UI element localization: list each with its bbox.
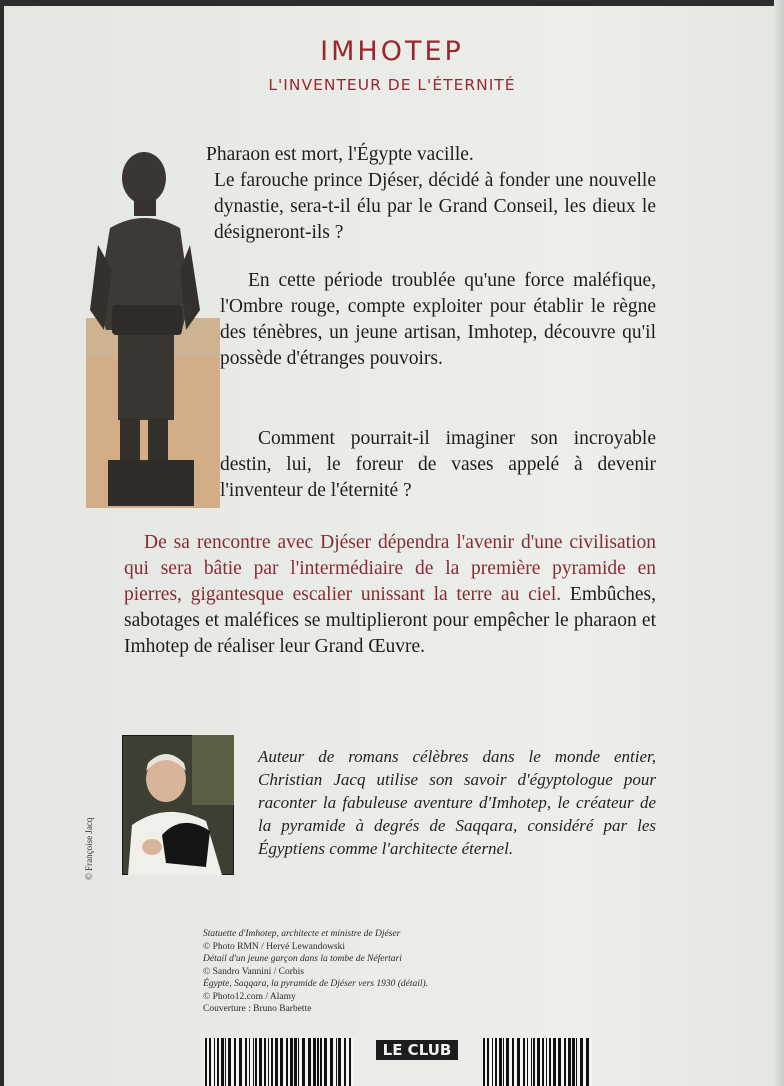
image-credits [203,928,603,1016]
book-subtitle: L'INVENTEUR DE L'ÉTERNITÉ [268,76,516,94]
credit-line: Détail d'un jeune garçon dans la tombe de Néfertari [203,954,402,964]
credit-line: Couverture : Bruno Barbette [203,1004,312,1014]
blurb-paragraph-4 [124,530,656,660]
blurb-paragraph-4-continuation: Embûches, sabotages et maléfices se multiplieront pour empêcher le pharaon et Imhotep de réaliser leur Grand Œuvre. [124,584,657,657]
blurb-paragraph-2: En cette période troublée qu'une force maléfique, l'Ombre rouge, compte exploiter pour établir le règne des ténèbres, un jeune artisan, Imhotep, découvre qu'il possède d'étranges pouvoirs. [220,270,656,369]
photo-credit: © Françoise Jacq [84,817,94,880]
credit-line: © Sandro Vannini / Corbis [203,966,304,977]
barcode-right [482,1038,592,1086]
blurb-paragraph-3: Comment pourrait-il imaginer son incroyable destin, lui, le foreur de vases appelé à devenir l'inventeur de l'éternité ? [220,428,656,501]
blurb-paragraph-1-line-1: Pharaon est mort, l'Égypte vacille. [206,144,474,165]
author-bio: Auteur de romans célèbres dans le monde entier, Christian Jacq utilise son savoir d'égyptologue pour raconter la fabuleuse aventure d'Imhotep, le créateur de la pyramide à degrés de Saqqara, considéré par les Égyptiens comme l'architecte éternel. [258,747,656,858]
imhotep-statue-image [86,150,220,510]
author-photo [122,735,234,875]
blurb-paragraph-1-rest: Le farouche prince Djéser, décidé à fonder une nouvelle dynastie, sera-t-il élu par le Grand Conseil, les dieux le désigneront-ils ? [214,170,656,243]
cover-edge [774,0,784,1086]
credit-line: Égypte, Saqqara, la pyramide de Djéser vers 1930 (détail). [203,979,429,989]
credit-line: © Photo12.com / Alamy [203,991,296,1002]
credit-line: © Photo RMN / Hervé Lewandowski [203,941,346,952]
publisher-logo: LE CLUB [376,1040,458,1060]
blurb-paragraph-1 [206,142,656,246]
credit-line: Statuette d'Imhotep, architecte et ministre de Djéser [203,929,401,939]
book-title: IMHOTEP [320,36,464,67]
blurb-paragraph-4-highlight: De sa rencontre avec Djéser dépendra l'avenir d'une civilisation qui sera bâtie par l'intermédiaire de la première pyramide en pierres, gigantesque escalier unissant la terre au ciel. [124,532,656,605]
barcode-left [204,1038,354,1086]
